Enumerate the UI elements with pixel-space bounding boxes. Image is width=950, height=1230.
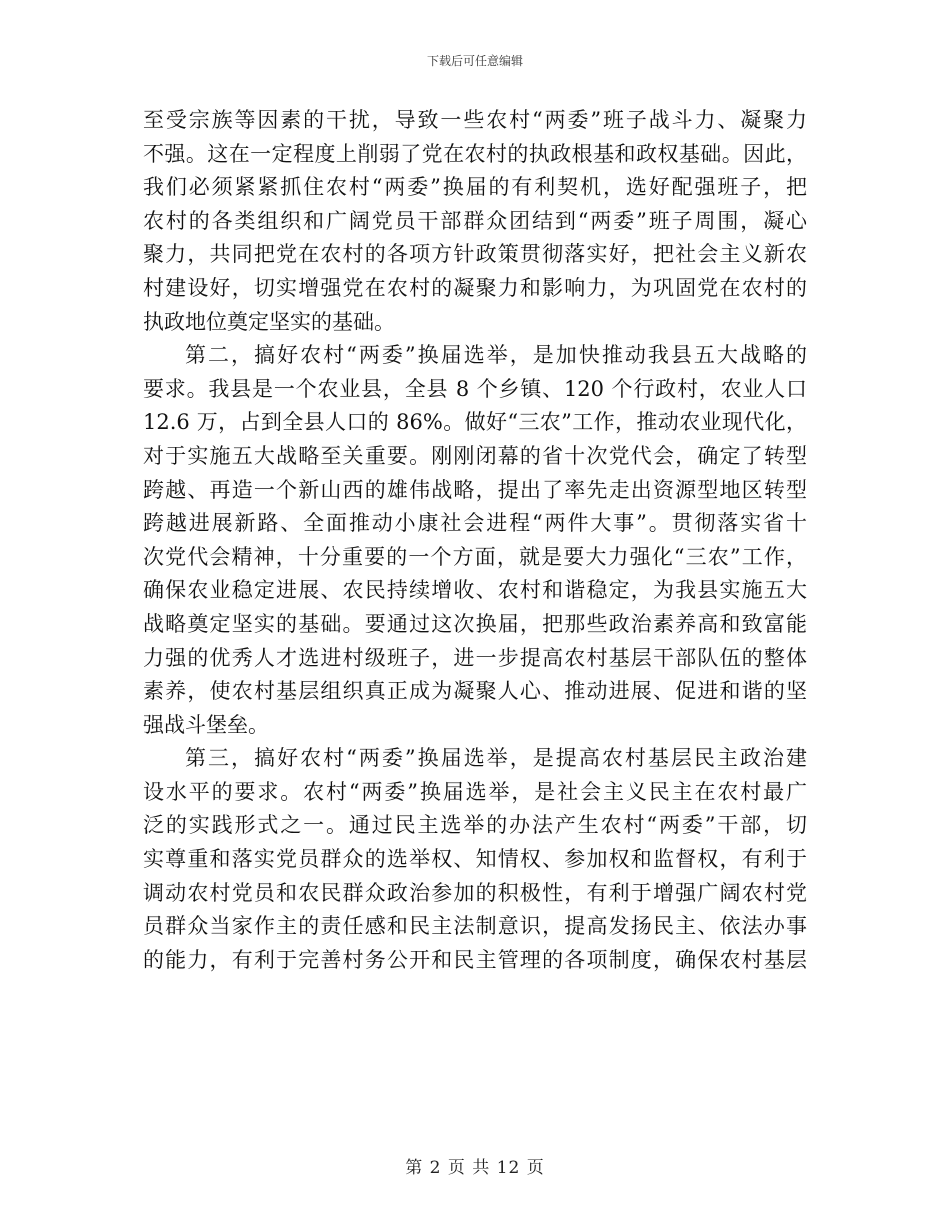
page-number-footer: 第 2 页 共 12 页: [405, 1158, 545, 1178]
text-line: 执政地位奠定坚实的基础。: [143, 309, 395, 334]
text-line: 第二，搞好农村“两委”换届选举，是加快推动我县五大战略的: [185, 343, 807, 368]
page-header: 下载后可任意编辑: [426, 54, 523, 68]
text-line: 不强。这在一定程度上削弱了党在农村的执政根基和政权基础。因此，: [143, 141, 807, 166]
text-line: 我们必须紧紧抓住农村“两委”换届的有利契机，选好配强班子，把: [143, 175, 807, 200]
text-line: 聚力，共同把党在农村的各项方针政策贯彻落实好，把社会主义新农: [143, 242, 807, 267]
text-line: 设水平的要求。农村“两委”换届选举，是社会主义民主在农村最广: [143, 779, 807, 804]
text-line: 战略奠定坚实的基础。要通过这次换届，把那些政治素养高和致富能: [143, 611, 807, 636]
text-line: 调动农村党员和农民群众政治参加的积极性，有利于增强广阔农村党: [143, 880, 807, 905]
text-line: 素养，使农村基层组织真正成为凝聚人心、推动进展、促进和谐的坚: [143, 679, 807, 704]
paragraph-1: [143, 104, 807, 339]
text-line: 至受宗族等因素的干扰，导致一些农村“两委”班子战斗力、凝聚力: [143, 108, 807, 132]
text-line: 实尊重和落实党员群众的选举权、知情权、参加权和监督权，有利于: [143, 847, 807, 872]
text-line: 对于实施五大战略至关重要。刚刚闭幕的省十次党代会，确定了转型: [143, 443, 807, 468]
text-line: 的能力，有利于完善村务公开和民主管理的各项制度，确保农村基层: [143, 947, 807, 972]
document-body: [143, 104, 807, 977]
text-line: 次党代会精神，十分重要的一个方面，就是要大力强化“三农”工作，: [143, 544, 807, 569]
text-line: 跨越、再造一个新山西的雄伟战略，提出了率先走出资源型地区转型: [143, 477, 807, 502]
text-line: 泛的实践形式之一。通过民主选举的办法产生农村“两委”干部，切: [143, 813, 807, 838]
text-line: 12.6 万，占到全县人口的 86%。做好“三农”工作，推动农业现代化，: [143, 410, 807, 435]
text-line: 跨越进展新路、全面推动小康社会进程“两件大事”。贯彻落实省十: [143, 511, 807, 536]
text-line: 强战斗堡垒。: [143, 712, 269, 737]
paragraph-3: [143, 742, 807, 977]
text-line: 员群众当家作主的责任感和民主法制意识，提高发扬民主、依法办事: [143, 914, 807, 939]
text-line: 农村的各类组织和广阔党员干部群众团结到“两委”班子周围，凝心: [143, 208, 807, 233]
text-line: 村建设好，切实增强党在农村的凝聚力和影响力，为巩固党在农村的: [143, 275, 807, 300]
text-line: 第三，搞好农村“两委”换届选举，是提高农村基层民主政治建: [185, 746, 807, 771]
text-line: 确保农业稳定进展、农民持续增收、农村和谐稳定，为我县实施五大: [143, 578, 807, 603]
paragraph-2: [143, 339, 807, 742]
text-line: 力强的优秀人才选进村级班子，进一步提高农村基层干部队伍的整体: [143, 645, 807, 670]
text-line: 要求。我县是一个农业县，全县 8 个乡镇、120 个行政村，农业人口: [143, 376, 807, 401]
